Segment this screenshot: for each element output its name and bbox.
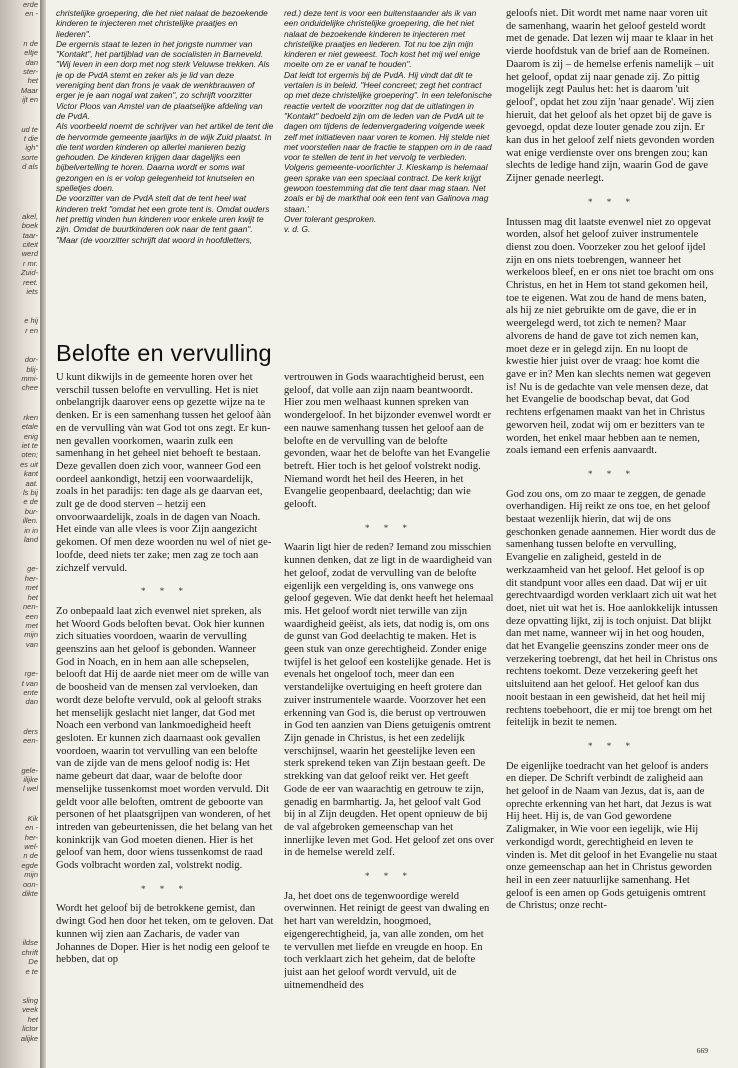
gutter-text-fragment: blij- xyxy=(26,364,38,374)
gutter-text-fragment: oten; xyxy=(21,450,38,460)
gutter-text-fragment: nen- xyxy=(22,602,38,612)
gutter-text-fragment: lictor xyxy=(22,1024,38,1034)
paragraph: U kunt dikwijls in de gemeente horen over het verschil tussen belofte en vervulling. Het is niet onbelangrijk daarover eens op gezette wijze na te denken. Er is een samenhang tussen het geloof ààn en de vervulling vàn wat God tot ons zegt. Er kunnen gevallen voorkomen, waarin zulk een samenhang in het geheel niet behoeft te bestaan. Deze gevallen doen zich voor, wanneer God een oordeel aankondigt, hetzij een voorwaardelijk, zoals in het paradijs: ten dage als ge daarvan eet, zult ge de dood sterven – hetzij een onvoorwaardelijk, zoals in de dagen van Noach. Het einde van alle vlees is voor Zijn aangezicht gekomen. Of men deze woorden nu wel of niet geloofde, deed niets ter zake; men zag ze toch aan zichzelf vervuld. xyxy=(56,372,272,574)
gutter-text-fragment: illen. xyxy=(22,516,38,526)
paragraph: Waarin ligt hier de reden? Iemand zou misschien kunnen denken, dat ze ligt in de waardigheid van het geloof, zodat de vervulling van de belofte eigenlijk een vergelding is, ons vanwege ons geloof gegeven. Wie dat denkt heeft het helemaal mis. Het geloof wordt niet terwille van zijn waardigheid geëist, als iets, dat nodig is, om ons de gunst van God deelachtig te maken. Het is geen stuk van onze gerechtigheid. Zonder enige twijfel is het geloof een kostelijke genade. Het is evenals het ongeloof toch, meer dan een verstandelijke overtuiging en heeft grotere dan zuiver instrumentele waarde. Voorzover het een erkenning van God is, die berust op vertrouwen in God ten aanzien van Diens getuigenis omtrent Zijn genade in Christus, is het een zedelijk verschijnsel, waarin het geestelijke leven een sterk sprekend teken van Zijn bestaan geeft. De strekking van dat geloof reikt ver. Het geeft Gode de eer van waarachtig en getrouw te zijn, genadig en barmhartig. Ja, het geloof valt God bij in al Zijn deugden. Het opent opnieuw de bij de val afgebroken gemeenschap van het innerlijke leven met God. Het geloof zet ons over in de hemelse wereld zelf. xyxy=(284,542,494,859)
gutter-text-fragment: een xyxy=(25,611,38,621)
author-signature: v. d. G. xyxy=(284,224,311,235)
gutter-text-fragment: gele- xyxy=(21,765,38,775)
gutter-text-fragment: ge- xyxy=(27,564,38,574)
gutter-text-fragment: rge- xyxy=(24,669,38,679)
article-title: Belofte en vervulling xyxy=(56,340,272,366)
paragraph: Dat leidt tot ergernis bij de PvdA. Hij vindt dat dit te vertalen is in beleid. "Heel concreet; zegt het contract op met deze christelijke groepering". In een telefonische reactie vertelt de voorzitter nog dat de uitlatingen in "Kontakt" bedoeld zijn om de leden van de PvdA uit te dagen om tijdens de ledenvergadering volgende week zelf met initiatieven naar voren te komen. Hij stelde niet met voorstellen naar de fractie te stappen om in de raad voor te stellen de tent in het vervolg te verbieden. Volgens gemeente-voorlichter J. Kieskamp is helemaal geen sprake van een speciaal contract. De kerk krijgt gewoon toestemming dat die tent daar mag staan. Net zoals er bij de markthal ook een tent van Galinova mag staan.' xyxy=(284,69,492,214)
gutter-text-fragment: kant xyxy=(23,469,38,479)
article-column-2 xyxy=(284,372,494,1044)
paragraph: vertrouwen in Gods waarachtigheid berust, een geloof, dat volle aan zijn naam beantwoordt. Hier zou men welhaast kunnen spreken van wondergeloof. In het bijzonder evenwel wordt er een nauwe samenhang tussen het geloof aan de belofte en de vervulling van de belofte gevonden, waar het de belofte van het Evangelie betreft. Hier toch is het geloof volstrekt nodig. Niemand wordt het heil des Heeren, in het Evangelie geopenbaard, deelachtig; dan wie gelooft. xyxy=(284,372,492,511)
gutter-text-fragment: van xyxy=(25,639,38,649)
gutter-text-fragment: e hij xyxy=(24,316,38,326)
gutter-gap xyxy=(0,649,40,669)
gutter-gap xyxy=(0,19,40,39)
gutter-text-fragment: taar- xyxy=(22,230,38,240)
gutter-text-fragment: reet. xyxy=(22,277,38,287)
gutter-text-fragment: d als xyxy=(22,162,38,172)
gutter-text-fragment: wel- xyxy=(24,842,38,851)
gutter-text-fragment: het xyxy=(27,1014,38,1024)
gutter-text-fragment: mijn xyxy=(24,870,38,880)
gutter-text-fragment: aat. xyxy=(25,478,38,488)
gutter-text-fragment: ente xyxy=(23,687,38,697)
gutter-text-fragment: oon- xyxy=(22,879,38,889)
intro-column-1 xyxy=(56,8,274,330)
gutter-gap xyxy=(0,707,40,727)
gutter-text-fragment: akel, xyxy=(22,211,38,221)
gutter-text-fragment: r en xyxy=(25,325,38,335)
gutter-text-fragment: het xyxy=(27,76,38,86)
gutter-text-fragment: erde xyxy=(22,0,38,9)
gutter-gap xyxy=(0,898,40,918)
gutter-text-fragment: alijke xyxy=(20,1033,38,1043)
page-number: 669 xyxy=(696,1046,708,1055)
gutter-text-fragment: sorte xyxy=(21,152,38,162)
paragraph: De ergernis staat te lezen in het jongste nummer van "Kontakt", het partijblad van de socialisten in Barneveld. "Wij leven in een dorp met nog sterk Veluwse trekken. Als je op de PvdA stemt en zeker als je lid van deze vereniging bent dan frons je vaak de wenkbrauwen of erger je je aan nogal wat zaken", zo schrijft voorzitter Victor Ploos van Amstel van de plaatselijke afdeling van de PvdA. xyxy=(56,38,270,121)
gutter-text-fragment: in in xyxy=(24,525,38,535)
gutter-text-fragment: Zuid- xyxy=(20,268,38,278)
gutter-text-fragment: chee xyxy=(21,383,38,393)
section-separator: * * * xyxy=(588,740,636,751)
gutter-text-fragment: eltje xyxy=(24,48,38,58)
previous-page-edge xyxy=(0,0,40,1068)
gutter-text-fragment: e de xyxy=(23,497,38,507)
gutter-text-fragment: en - xyxy=(25,9,38,19)
gutter-gap xyxy=(0,335,40,355)
gutter-text-fragment: n de xyxy=(23,851,38,861)
section-separator: * * * xyxy=(588,196,636,207)
gutter-text-fragment: met xyxy=(25,620,38,630)
gutter-text-fragment: enig xyxy=(23,431,38,441)
gutter-text-fragment: t die xyxy=(23,134,38,144)
paragraph: christelijke groepering, die het niet nalaat de bezoekende kinderen te injecteren met christelijke praatjes en liederen". xyxy=(56,8,268,39)
gutter-text-fragment: ls bij xyxy=(22,488,38,498)
article-column-3 xyxy=(506,8,718,1044)
section-separator: * * * xyxy=(141,586,189,597)
paragraph: Zo onbepaald laat zich evenwel niet spreken, als het Woord Gods beloften bevat. Ook hier kunnen zich situaties voordoen, waarin de vervulling geenszins aan het geloof is gebonden. Wanneer God in Noach, en in hem aan alle schepselen, belooft dat Hij de aarde niet meer om de wille van de boosheid van de mensen zal vervloeken, dan wordt deze belofte vervuld, ook al gelooft straks het menselijk geslacht niet langer, dat God met Noach een verbond van lankmoedigheid heeft gesloten. Er kunnen zich daarnaast ook gevallen voordoen, waarin tot vervulling van een belofte van de zijde van de mens geloof nodig is: Het name gebeurt dat daar, waar de belofte door menselijke tussenkomst moet worden vervuld. Dit geldt voor alle beloften, omtrent de geboorte van personen of het plaatsgrijpen van wonderen, of het intreden van gebeurtenissen, die het belang van het koninkrijk van God moeten dienen. Hier is het geloof van hem, door wiens tussenkomst de raad Gods volbracht worden zal, volstrekt nodig. xyxy=(56,605,273,872)
article-column-1 xyxy=(56,372,274,1044)
gutter-gap xyxy=(0,794,40,814)
gutter-text-fragment: boek xyxy=(21,221,38,231)
paragraph: geloofs niet. Dit wordt met name naar voren uit de samenhang, waarin het geloof gesteld wordt met de genade. Dat lezen wij maar te klaar in het vierde hoofdstuk van de brief aan de Romeinen. Daarom is zij – de hemelse erfenis namelijk – uit het geloof, opdat zij naar genade zij. Zo pittig mogelijk zegt Paulus het: het is daarom 'uit geloof', opdat het zou zijn 'naar genade'. Wij zien hieruit, dat het geloof als het opzet bij de gave is gevoegd, opdat deze louter genade zou zijn. Er kan dus in het geloof zelf niets gevonden worden wat enige verdienste over ons brengen zou; kan slechts de ledige hand zijn, waarin God de gave Zijner genade neerlegt. xyxy=(506,8,715,185)
gutter-text-fragment: her- xyxy=(24,573,38,583)
gutter-text-fragment: etale xyxy=(21,422,38,432)
gutter-text-fragment: dor- xyxy=(24,355,38,365)
paragraph: red.) deze tent is voor een buitenstaander als ik van een onduidelijke christelijke groepering, die het niet nalaat de bezoekende kinderen te injecteren met christelijke praatjes en liederen. Tot nu toe zijn mijn kinderen er niet geweest. Toch kost het mij wel enige moeite om ze er vanaf te houden". xyxy=(284,8,481,70)
paragraph: Wordt het geloof bij de betrokkene gemist, dan dwingt God hen door het teken, om te geloven. Dat kunnen wij zien aan Zacharis, de vader van Johannes de Doper. Hier is het nodig een geloof te hebben, dat op xyxy=(56,903,274,966)
gutter-gap xyxy=(0,918,40,938)
gutter-gap xyxy=(0,172,40,192)
gutter-text-fragment: en - xyxy=(25,823,38,833)
gutter-text-fragment: her- xyxy=(24,832,38,842)
gutter-text-fragment: een- xyxy=(22,736,38,746)
gutter-text-fragment: n de xyxy=(23,38,38,48)
gutter-text-fragment: rken xyxy=(23,412,38,422)
binding-crease xyxy=(40,0,46,1068)
gutter-text-fragment: ilijke xyxy=(23,774,38,784)
section-separator: * * * xyxy=(365,522,413,533)
intro-column-2 xyxy=(284,8,492,330)
gutter-text-fragment: bur- xyxy=(24,506,38,516)
gutter-text-fragment: ijt en xyxy=(22,95,38,105)
gutter-gap xyxy=(0,976,40,996)
paragraph: "Maar (de voorzitter schrijft dat woord in hoofdletters, xyxy=(56,234,253,245)
gutter-gap xyxy=(0,544,40,564)
gutter-text-fragment: Maar xyxy=(20,85,38,95)
gutter-text-fragment: werd xyxy=(21,249,38,259)
gutter-gap xyxy=(0,393,40,413)
gutter-text-fragment: het xyxy=(27,592,38,602)
gutter-text-fragment: iet te xyxy=(21,441,38,450)
gutter-text-fragment: mijn xyxy=(24,630,38,640)
gutter-text-fragment: ster- xyxy=(23,67,38,77)
gutter-gap xyxy=(0,296,40,316)
gutter-text-fragment: t van xyxy=(21,678,38,688)
gutter-text-fragment: dan xyxy=(25,697,38,707)
gutter-text-fragment: citeit xyxy=(22,239,38,249)
gutter-text-fragment: sling xyxy=(22,996,38,1006)
gutter-text-fragment: Kik xyxy=(27,813,38,823)
gutter-text-fragment: ildse xyxy=(22,938,38,948)
paragraph: De voorzitter van de PvdA stelt dat de tent heel wat kinderen trekt "omdat het een grote tent is. Omdat ouders het prettig vinden hun kinderen voor enkele uren kwijt te zijn. Omdat de buurtkinderen ook naar de tent gaan". xyxy=(56,193,270,235)
gutter-text-fragment: mmi- xyxy=(21,373,38,383)
paragraph: Over tolerant gesproken. xyxy=(284,213,377,224)
gutter-text-fragment: es uit xyxy=(20,459,38,469)
gutter-text-fragment: iets xyxy=(26,286,38,296)
gutter-text-fragment: egde xyxy=(21,860,38,870)
section-separator: * * * xyxy=(141,883,189,894)
paragraph: Intussen mag dit laatste evenwel niet zo opgevat worden, alsof het geloof zuiver instrumentele dienst zou doen. Voorzeker zou het geloof ijdel zijn en ons niets toebrengen, wanneer het werkeloos bleef, en er ons niet toe bracht om ons Christus, en het in Hem tot stand gekomen heil, toe te eigenen. Wat zou de hand de mens baten, als hij ze niet gebruikte om de gave, die er in weergelegd werd, tot zich te nemen? Maar alvorens de hand de gave tot zich nemen kan, moet deze er in gelegd zijn. En nu loopt de kwestie hier juist over de vraag: hoe komt die gave er in? Men kan slechts nemen wat gegeven is! Nu is de gedachte van vele mensen deze, dat het Evangelie de boodschap bevat, dat God rechtens erfgenamen maakt van het in Christus geworven heil, zodat wij om er bezitters van te worden, het enkel maar hebben aan te nemen, zoals iemand een erfenis aanvaardt. xyxy=(506,216,714,457)
gutter-text-fragment: De xyxy=(28,957,38,967)
paragraph: Als voorbeeld noemt de schrijver van het artikel de tent die de hervormde gemeente jaarlijks in de wijk Zuid plaatst. In die tent worden kinderen op allerlei manieren bezig gehouden. De kinderen krijgen daar dagelijks een bijbelvertelling te horen. Daarna wordt er soms wat gezongen en is er volop gelegenheid tot knutselen en spelletjes doen. xyxy=(56,121,274,194)
gutter-text-fragment: dan xyxy=(25,57,38,67)
gutter-gap xyxy=(0,746,40,766)
gutter-text-fragment: r mr. xyxy=(22,258,38,268)
gutter-text-fragment: ud te xyxy=(21,124,38,134)
gutter-text-fragment: ders xyxy=(23,726,38,736)
section-separator: * * * xyxy=(365,871,413,882)
paragraph: God zou ons, om zo maar te zeggen, de genade overhandigen. Hij reikt ze ons toe, en het geloof bestaat wezenlijk hierin, dat wij de ons geschonken genade aannemen. Hier wordt dus de samenhang tussen belofte en vervulling, Evangelie en zaligheid, gesteld in de werkzaamheid van het geloof. Het geloof is op dit standpunt voor alles een daad. Dat wij er uit gerechtvaardigd worden verklaart zich uit wat het doet, niet uit wat het is. Hoe aanlokkelijk intussen deze opvatting lijkt, zij is toch onjuist. Dat blijkt dan met name, wanneer wij in het oog houden, dat het Evangelie geenszins zonder meer ons de verzekering toebrengt, dat het heil in Christus ons rechtens toekomt. Deze verzekering geeft het uitsluitend aan het geloof. Het geloof kan dus nooit bestaan in een gewisheid, dat het heil mij rechtens toebehoort, die er mij toe brengt om het feitelijk in bezit te nemen. xyxy=(506,488,718,729)
paragraph: Ja, het doet ons de tegenwoordige wereld overwinnen. Het reinigt de geest van dwaling en het hart van wereldzin, hoogmoed, eigengerechtigheid, ja, van alle zonden, om het te vervullen met liefde en vreugde en hoop. En toch verklaart zich het geheim, dat de belofte juist aan het geloof wordt vervuld, uit de uitnemendheid des xyxy=(284,890,490,991)
gutter-text-fragment: met xyxy=(25,583,38,593)
gutter-gap xyxy=(0,105,40,125)
gutter-text-fragment: veek xyxy=(22,1005,38,1015)
gutter-text-fragment: l wel xyxy=(22,784,38,794)
gutter-text-fragment: e te xyxy=(25,966,38,976)
section-separator: * * * xyxy=(588,468,636,479)
gutter-text-fragment: chrift xyxy=(21,947,38,957)
gutter-text-fragment: land xyxy=(23,535,38,545)
paragraph: De eigenlijke toedracht van het geloof is anders en dieper. De Schrift verbindt de zaligheid aan het geloof in de Naam van Jezus, dat is, aan de oprechte erkenning van het hart, dat Jezus is wat Hij heet. Hij is, de van God gewordene Zaligmaker, in Wie voor een iegelijk, wie Hij verkondigd wordt, gerechtigheid en leven te vinden is. Met dit geloof in het Evangelie nu staat onze gemeenschap aan het in Christus geworden heil in een zeer natuurlijke samenhang. Het geloof is een amen op Gods getuigenis omtrent de Christus; onze recht- xyxy=(506,760,718,912)
gutter-text-fragment: igh" xyxy=(25,143,38,153)
gutter-gap xyxy=(0,192,40,212)
gutter-text-fragment: dikte xyxy=(22,889,38,899)
